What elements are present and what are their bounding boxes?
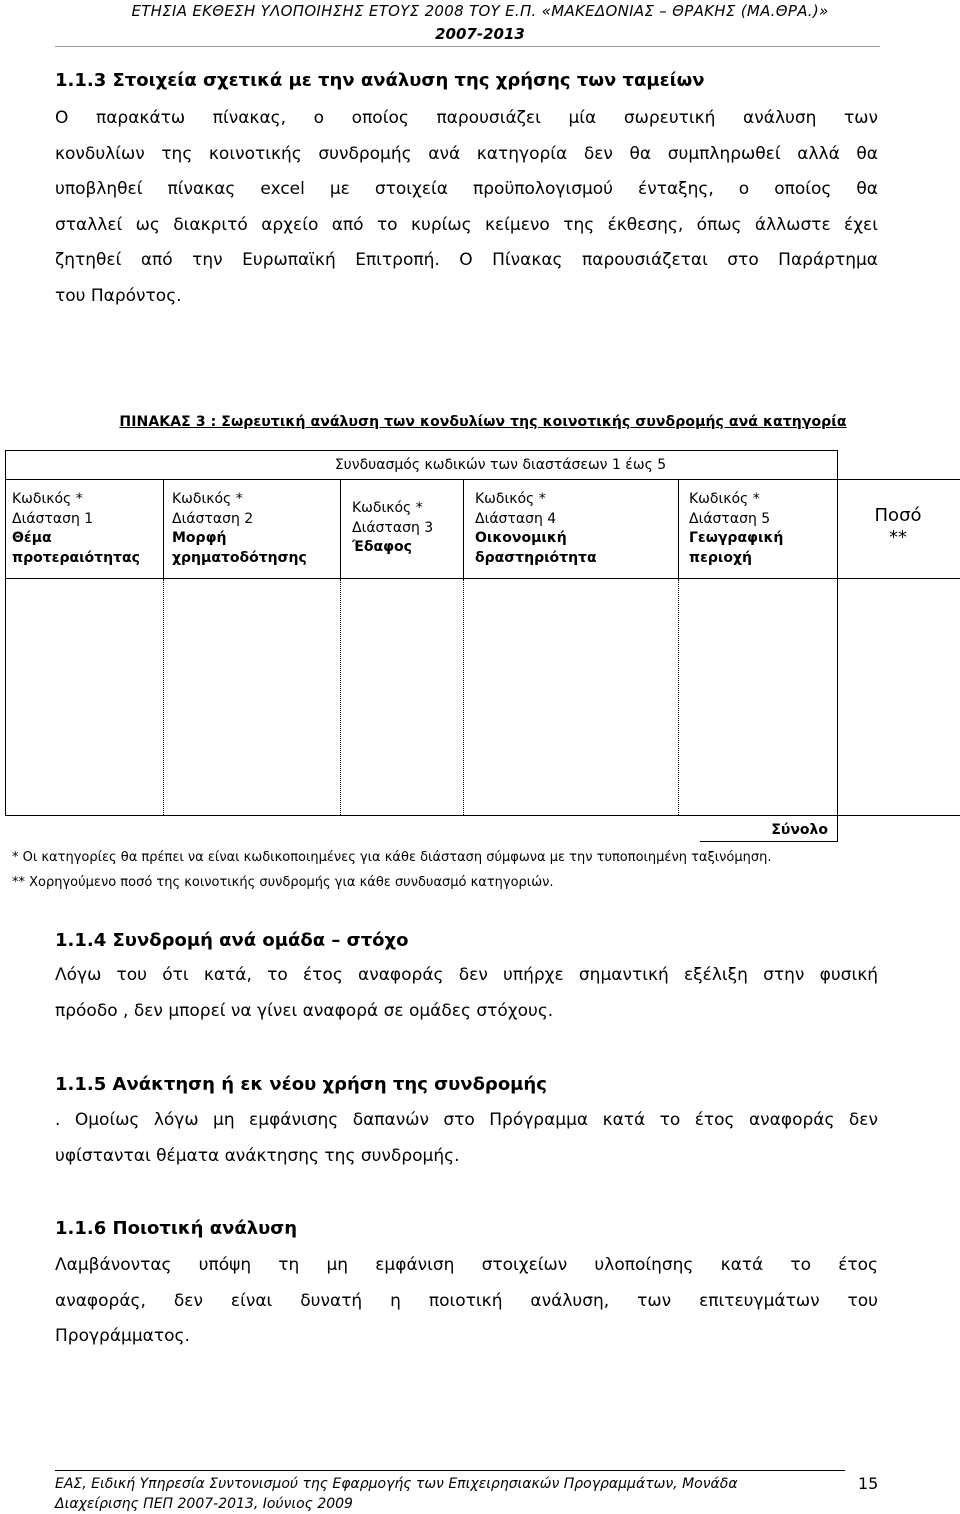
amount-header-top (837, 479, 960, 480)
column-header-dimension-4: Κωδικός * Διάσταση 4 Οικονομική δραστηριότητα (475, 491, 597, 566)
column-separator (463, 479, 464, 579)
paragraph-line: Προγράμματος. (55, 1326, 190, 1346)
section-1-1-6-heading: 1.1.6 Ποιοτική ανάλυση (55, 1218, 298, 1239)
running-header-period: 2007-2013 (435, 25, 525, 43)
paragraph-line: αναφοράς, δεν είναι δυνατή η ποιοτική ανάλυση, των επιτευγμάτων του (55, 1290, 878, 1311)
table-border-top (5, 450, 838, 451)
column-separator (678, 479, 679, 579)
table-border-bottom (5, 815, 960, 816)
column-header-dimension-2: Κωδικός * Διάσταση 2 Μορφή χρηματοδότησης (172, 491, 307, 566)
footer-rule (55, 1470, 845, 1471)
section-1-1-5-paragraph (55, 1103, 878, 1174)
paragraph-line: πρόοδο , δεν μπορεί να γίνει αναφορά σε ομάδες στόχους. (55, 1000, 554, 1021)
page-number: 15 (858, 1474, 879, 1493)
paragraph-line: Λόγω του ότι κατά, το έτος αναφοράς δεν υπήρχε σημαντική εξέλιξη στην φυσική (55, 965, 878, 985)
paragraph-line: του Παρόντος. (55, 285, 182, 306)
table-note-2: ** Χορηγούμενο ποσό της κοινοτικής συνδρομής για κάθε συνδυασμό κατηγοριών. (12, 875, 554, 890)
column-header-dimension-5: Κωδικός * Διάσταση 5 Γεωγραφική περιοχή (689, 491, 784, 566)
footer-text: ΕΑΣ, Ειδική Υπηρεσία Συντονισμού της Εφαρμογής των Επιχειρησιακών Προγραμμάτων, Μονάδα Διαχείρισης ΠΕΠ 2007-2013, Ιούνιος 2009 (55, 1476, 738, 1512)
header-rule (55, 46, 880, 47)
section-1-1-4-heading: 1.1.4 Συνδρομή ανά ομάδα – στόχο (55, 930, 409, 951)
paragraph-line: υποβληθεί πίνακας excel με στοιχεία προϋπολογισμού ένταξης, ο οποίος θα (55, 179, 878, 199)
total-row-bottom (700, 841, 838, 842)
amount-column-header: Ποσό ** (874, 505, 922, 548)
section-1-1-6-paragraph (55, 1248, 878, 1355)
section-1-1-4-paragraph (55, 958, 878, 1029)
paragraph-line: . Ομοίως λόγω μη εμφάνισης δαπανών στο Πρόγραμμα κατά το έτος αναφοράς δεν (55, 1110, 878, 1130)
paragraph-line: ζητηθεί από την Ευρωπαϊκή Επιτροπή. Ο Πίνακας παρουσιάζεται στο Παράρτημα (55, 250, 878, 270)
section-1-1-5-heading: 1.1.5 Ανάκτηση ή εκ νέου χρήση της συνδρομής (55, 1074, 547, 1095)
paragraph-line: Λαμβάνοντας υπόψη τη μη εμφάνιση στοιχείων υλοποίησης κατά το έτος (55, 1255, 878, 1275)
combination-row-divider (5, 479, 838, 480)
body-column-separator (678, 579, 679, 815)
paragraph-line: Ο παρακάτω πίνακας, ο οποίος παρουσιάζει μία σωρευτική ανάλυση των (55, 108, 878, 128)
body-column-separator (340, 579, 341, 815)
table-note-1: * Οι κατηγορίες θα πρέπει να είναι κωδικοποιημένες για κάθε διάσταση σύμφωνα με την τυποποιημένη ταξινόμηση. (12, 850, 772, 865)
table-border-left (5, 450, 6, 816)
paragraph-line: υφίστανται θέματα ανάκτησης της συνδρομής. (55, 1145, 460, 1166)
column-separator (163, 479, 164, 579)
column-separator (340, 479, 341, 579)
combination-header: Συνδυασμός κωδικών των διαστάσεων 1 έως 5 (334, 457, 667, 473)
paragraph-line: σταλλεί ως διακριτό αρχείο από το κυρίως κείμενο της έκθεσης, όπως άλλωστε έχει (55, 214, 878, 235)
section-1-1-3-paragraph (55, 101, 878, 314)
header-row-bottom (5, 578, 960, 579)
paragraph-line: κονδυλίων της κοινοτικής συνδρομής ανά κατηγορία δεν θα συμπληρωθεί αλλά θα (55, 143, 878, 164)
table-title: ΠΙΝΑΚΑΣ 3 : Σωρευτική ανάλυση των κονδυλίων της κοινοτικής συνδρομής ανά κατηγορία (119, 414, 847, 430)
total-label: Σύνολο (771, 822, 828, 838)
running-header-title: ΕΤΗΣΙΑ ΕΚΘΕΣΗ ΥΛΟΠΟΙΗΣΗΣ ΕΤΟΥΣ 2008 ΤΟΥ Ε.Π. «ΜΑΚΕΔΟΝΙΑΣ – ΘΡΑΚΗΣ (ΜΑ.ΘΡΑ.)» (131, 2, 829, 20)
body-column-separator (463, 579, 464, 815)
column-header-dimension-3: Κωδικός * Διάσταση 3 Έδαφος (352, 500, 434, 555)
section-1-1-3-heading: 1.1.3 Στοιχεία σχετικά με την ανάλυση της χρήσης των ταμείων (55, 70, 705, 91)
column-header-dimension-1: Κωδικός * Διάσταση 1 Θέμα προτεραιότητας (12, 491, 140, 566)
body-column-separator (163, 579, 164, 815)
